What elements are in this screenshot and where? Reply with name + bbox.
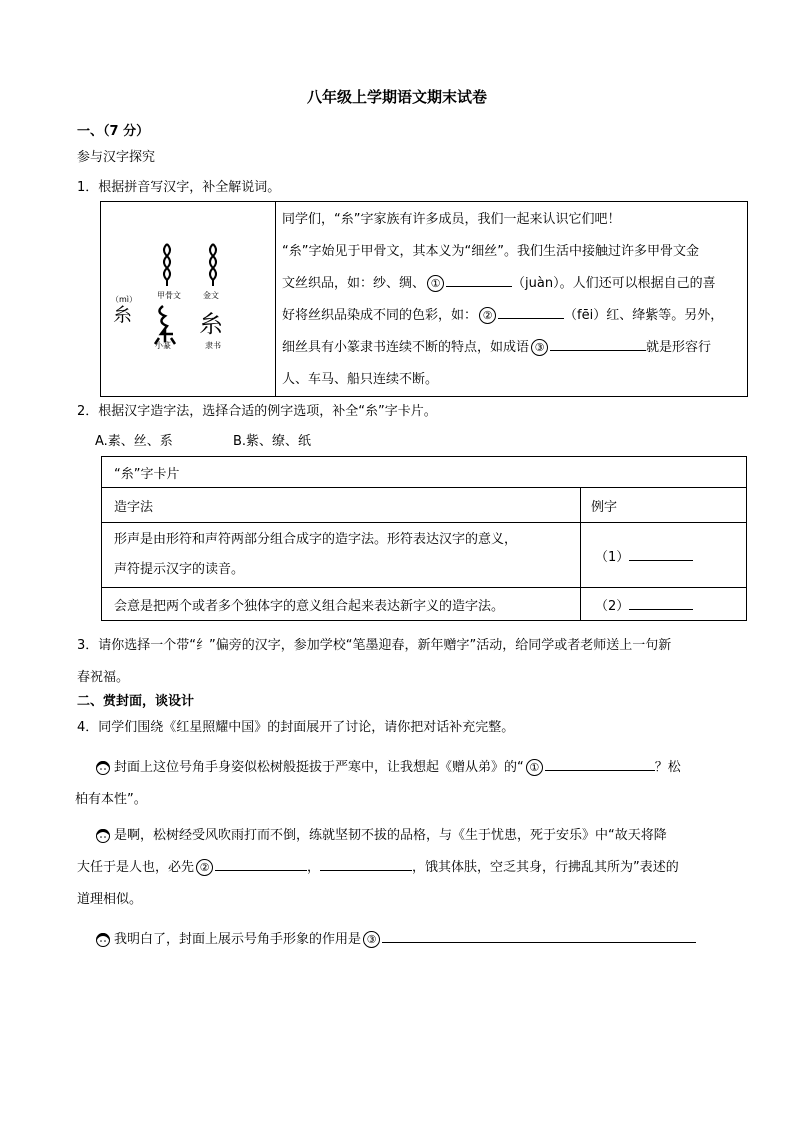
card-row-xingsheng [102, 523, 581, 588]
girl-avatar-icon [95, 932, 111, 948]
question-2: 2．根据汉字造字法，选择合适的例字选项，补全“糸”字卡片。 [77, 404, 437, 419]
explanation-line-1: 同学们，“糸”字家族有许多成员，我们一起来认识它们吧！ [282, 212, 621, 227]
character-evolution-panel [101, 202, 276, 397]
explanation-text [276, 202, 748, 397]
line-5-post: 就是形容行 [646, 340, 712, 355]
lishu-character: 糸 [199, 310, 223, 338]
question-4: 4．同学们围绕《红星照耀中国》的封面展开了讨论，请你把对话补充完整。 [77, 720, 515, 735]
answer-1-input[interactable] [629, 548, 693, 561]
answer-1-label: （1） [595, 549, 630, 565]
dialogue-1-post: ？松 [654, 760, 681, 775]
page-title: 八年级上学期语文期末试卷 [306, 88, 487, 106]
label-small-seal: 小篆 [155, 341, 171, 350]
blank-1-number: ① [427, 275, 444, 292]
dialogue-1-line-2: 柏有本性”。 [75, 792, 147, 807]
answer-2-label: （2） [595, 598, 630, 614]
question-3 [77, 630, 747, 694]
question-3-line-2: 春祝福。 [77, 670, 130, 685]
dialogue-2-line-1 [95, 820, 747, 852]
card-row-huiyi: 会意是把两个或者多个独体字的意义组合起来表达新字义的造字法。 [102, 588, 581, 621]
girl-avatar-icon [95, 760, 111, 776]
dialogue-blank-3-number: ③ [363, 931, 380, 948]
explanation-line-4 [282, 300, 741, 332]
card-title: “糸”字卡片 [102, 457, 747, 488]
blank-3-number: ③ [531, 339, 548, 356]
pinyin-label: （mì） [111, 295, 138, 304]
card-answer-1 [581, 523, 747, 588]
blank-2-number: ② [479, 307, 496, 324]
character-card-table [101, 456, 747, 621]
boy-avatar-icon [95, 828, 111, 844]
dialogue-2-pre: 是啊，松树经受风吹雨打而不倒，练就坚韧不拔的品格，与《生于忧患，死于安乐》中“故天将降 [114, 828, 667, 843]
section-1-subheading: 参与汉字探究 [77, 150, 156, 165]
dialogue-2-line-2-post: ，饿其体肤，空乏其身，行拂乱其所为”表述的 [412, 860, 679, 875]
line-3-post: （juàn）。人们还可以根据自己的喜 [512, 276, 716, 291]
dialogue-blank-2a-input[interactable] [215, 858, 307, 871]
option-b: B.紫、缭、纸 [233, 434, 312, 449]
xingsheng-line-2: 声符提示汉字的读音。 [114, 562, 245, 577]
question-1: 1．根据拼音写汉字，补全解说词。 [77, 180, 281, 195]
dialogue-2-line-2-pre: 大任于是人也，必先 [77, 860, 195, 875]
blank-1-input[interactable] [446, 274, 512, 287]
dialogue-1-pre: 封面上这位号角手身姿似松树般挺拔于严寒中，让我想起《赠从弟》的“ [114, 760, 524, 775]
question-1-table [100, 201, 748, 397]
explanation-line-2: “糸”字始见于甲骨文，其本义为“细丝”。我们生活中接触过许多甲骨文金 [282, 244, 699, 259]
line-4-pre: 好将丝织品染成不同的色彩，如： [282, 308, 478, 323]
line-5-pre: 细丝具有小篆隶书连续不断的特点，如成语 [282, 340, 530, 355]
xingsheng-line-1: 形声是由形符和声符两部分组合成字的造字法。形符表达汉字的意义， [114, 532, 518, 547]
dialogue-2-line-3: 道理相似。 [77, 892, 143, 907]
explanation-line-6: 人、车马、船只连续不断。 [282, 372, 439, 387]
label-oracle: 甲骨文 [157, 291, 181, 300]
section-1-heading: 一、（7 分） [77, 124, 150, 139]
explanation-line-5 [282, 332, 741, 364]
dialogue-2 [77, 820, 747, 916]
main-character: 糸 [113, 304, 133, 326]
label-bronze: 金文 [203, 291, 219, 300]
dialogue-blank-2b-input[interactable] [320, 858, 412, 871]
dialogue-blank-1-input[interactable] [545, 758, 655, 771]
question-3-line-1: 3．请你选择一个带“纟”偏旁的汉字，参加学校“笔墨迎春，新年赠字”活动，给同学或者老师送上一句新 [77, 638, 672, 653]
section-2-heading: 二、赏封面，谈设计 [77, 694, 195, 709]
dialogue-2-line-2 [77, 852, 747, 884]
dialogue-1-line-1 [95, 752, 747, 784]
blank-3-input[interactable] [550, 338, 646, 351]
card-answer-2 [581, 588, 747, 621]
dialogue-3 [95, 924, 747, 956]
dialogue-blank-2-number: ② [196, 859, 213, 876]
label-clerical: 隶书 [205, 341, 221, 350]
dialogue-blank-3-input[interactable] [382, 930, 696, 943]
dialogue-1 [75, 752, 747, 816]
card-header-method: 造字法 [102, 488, 581, 523]
dialogue-blank-1-number: ① [526, 759, 543, 776]
line-3-pre: 文丝织品，如：纱、绸、 [282, 276, 426, 291]
blank-2-input[interactable] [498, 306, 564, 319]
dialogue-3-pre: 我明白了，封面上展示号角手形象的作用是 [114, 932, 362, 947]
answer-2-input[interactable] [629, 597, 693, 610]
card-header-example: 例字 [581, 488, 747, 523]
line-4-post: （fēi）红、绛紫等。另外， [564, 308, 724, 323]
dialogue-2-line-2-mid: ， [307, 860, 321, 875]
explanation-line-3 [282, 268, 741, 300]
option-a: A.素、丝、系 [95, 434, 173, 449]
